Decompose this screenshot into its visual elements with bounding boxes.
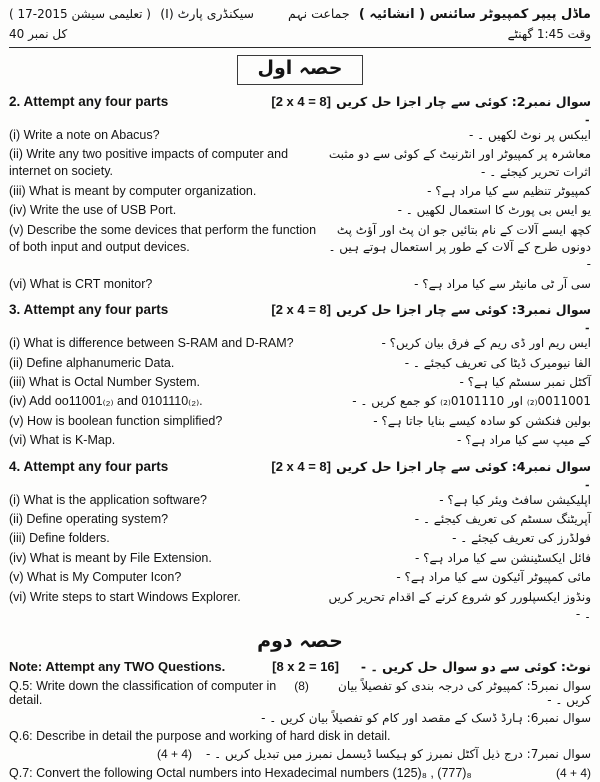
item-text-en: (v) How is boolean function simplified? [9,413,223,428]
q7-text-en: Q.7: Convert the following Octal numbers into Hexadecimal numbers (125)₈ , (777)₈ [9,766,472,781]
item-text-en: (v) What is My Computer Icon? [9,570,182,585]
question-item-row [9,589,591,624]
item-text-ur: آکٹل نمبر سسٹم کیا ہے؟ - [459,375,591,390]
question-item-row [9,569,591,586]
section-q2-title-ur: سوال نمبر2: کوئی سے چار اجزا حل کریں ۔ [336,93,591,124]
question-item-row [9,127,591,144]
q5-row [9,679,591,707]
section-q2-header [9,94,591,124]
part1-heading [9,55,591,85]
item-text-ur: معاشرہ پر کمپیوٹر اور انٹرنیٹ کے کوئی سے دو مثبت اثرات تحریر کیجئے ۔ - [328,147,591,179]
q6-text-ur: سوال نمبر6: ہارڈ ڈسک کے مقصد اور کام کو تفصیلاً بیان کریں ۔ - [261,711,591,726]
item-text-ur: کے میپ سے کیا مراد ہے؟ - [456,433,591,448]
section-q4-header [9,459,591,489]
item-text-en: (iii) What is Octal Number System. [9,375,201,390]
part2-heading [9,630,591,654]
question-item-row [9,413,591,430]
item-text-en: (ii) Define operating system? [9,512,169,526]
session-label: ( تعلیمی سیشن 2015-17 ) [9,7,151,21]
item-text-ur: کمپیوٹر تنظیم سے کیا مراد ہے؟ - [427,183,591,198]
note-text-en: Note: Attempt any TWO Questions. [9,659,226,675]
question-item-row [9,335,591,352]
question-item-row [9,550,591,567]
section-q3-title-en: 3. Attempt any four parts [9,302,169,318]
paper-title: ماڈل پیپر کمپیوٹر سائنس ( انشائیہ ) [358,7,591,22]
question-item-row [9,146,591,181]
item-text-ur: ونڈوز ایکسپلورر کو شروع کرنے کے اقدام تحریر کریں ۔ - [328,589,591,621]
note-marks: [8 x 2 = 16] [272,659,339,675]
question-item-row [9,355,591,372]
item-text-en: (i) What is difference between S-RAM and D-RAM? [9,336,294,351]
question-item-row [9,530,591,547]
part2-heading-text: حصہ دوم [257,630,343,653]
q7-english-row [9,766,591,780]
class-part-label: سیکنڈری پارٹ (I) [160,6,255,21]
section-q2-title-en: 2. Attempt any four parts [9,93,169,109]
item-text-ur: بولین فنکشن کو سادہ کیسے بنایا جاتا ہے؟ - [373,413,591,428]
q5-text-ur: سوال نمبر5: کمپیوٹر کی درجہ بندی کو تفصیلاً بیان کریں ۔ - [338,679,591,708]
paper-header-row1 [9,6,591,22]
item-text-en: (ii) Write any two positive impacts of computer and internet on society. [9,147,289,179]
question-item-row [9,222,591,274]
header-divider [9,47,591,48]
q7-text-ur: سوال نمبر7: درج ذیل آکٹل نمبرز کو ہیکسا ڈیسمل نمبرز میں تبدیل کریں ۔ - [206,747,591,762]
question-item-row [9,183,591,200]
item-text-en: (vi) Write steps to start Windows Explorer. [9,589,241,604]
q5-marks: (8) [294,679,309,694]
item-text-ur: کچھ ایسے آلات کے نام بتائیں جو ان پٹ اور آؤٹ پٹ دونوں طرح کے آلات کے طور پر استعمال ہوتے ہیں ۔ - [328,222,591,272]
class-title [160,6,349,21]
section-q4-marks: [2 x 4 = 8] [271,458,331,474]
question-item-row [9,202,591,219]
item-text-ur: مائی کمپیوٹر آئیکون سے کیا مراد ہے؟ - [396,570,591,585]
item-text-en: (vi) What is CRT monitor? [9,276,153,291]
item-text-en: (i) What is the application software? [9,492,208,507]
item-text-ur: ایس ریم اور ڈی ریم کے فرق بیان کریں؟ - [381,336,591,351]
item-text-ur: اپلیکیشن سافٹ ویئر کیا ہے؟ - [439,492,591,507]
item-text-en: (vi) What is K-Map. [9,433,116,448]
note-text-ur: نوٹ: کوئی سے دو سوال حل کریں ۔ - [360,659,591,675]
item-text-ur: فولڈرز کی تعریف کیجئے ۔ - [452,531,591,546]
q5-text-en: Q.5: Write down the classification of computer in detail. [9,679,277,708]
item-text-ur: فائل ایکسٹینشن سے کیا مراد ہے؟ - [415,550,591,565]
q7-marks-en: (4 + 4) [555,766,591,781]
item-text-en: (iii) What is meant by computer organization. [9,183,257,198]
section-q4-title-ur: سوال نمبر4: کوئی سے چار اجزا حل کریں ۔ [336,458,591,489]
item-text-ur: آپریٹنگ سسٹم کی تعریف کیجئے ۔ - [414,512,591,526]
total-marks-label: کل نمبر 40 [9,27,68,41]
question-item-row [9,276,591,293]
item-text-en: (ii) Define alphanumeric Data. [9,355,175,370]
item-text-en: (i) Write a note on Abacus? [9,127,160,142]
item-text-ur: سی آر ٹی مانیٹر سے کیا مراد ہے؟ - [414,276,591,291]
section-q2 [9,94,591,294]
item-text-en: (iv) Add oo11001₍₂₎ and 0101110₍₂₎. [9,394,203,409]
time-label: وقت 1:45 گھنٹے [507,27,591,41]
section-q4-title-en: 4. Attempt any four parts [9,458,169,474]
item-text-ur: الفا نیومیرک ڈیٹا کی تعریف کیجئے ۔ - [404,355,591,370]
item-text-en: (iv) What is meant by File Extension. [9,550,212,565]
item-text-ur: ایبکس پر نوٹ لکھیں ۔ - [468,127,591,142]
section-q3-title-ur: سوال نمبر3: کوئی سے چار اجزا حل کریں ۔ [336,302,591,333]
question-item-row [9,492,591,509]
question-item-row [9,511,591,528]
section-q3 [9,302,591,449]
question-item-row [9,393,591,410]
item-text-ur: یو ایس بی پورٹ کا استعمال لکھیں ۔ - [397,203,591,218]
question-item-row [9,432,591,449]
section-q3-marks: [2 x 4 = 8] [271,302,331,318]
class-grade-label: جماعت نہم [288,6,350,21]
note-row [9,659,591,674]
section-q3-header [9,302,591,332]
part1-heading-text: حصہ اول [237,55,364,85]
section-q4 [9,459,591,624]
q6-text-en: Q.6: Describe in detail the purpose and working of hard disk in detail. [9,729,391,744]
section-q2-marks: [2 x 4 = 8] [271,93,331,109]
question-item-row [9,374,591,391]
item-text-ur: 0011001₍₂₎ اور 0101110₍₂₎ کو جمع کریں ۔ - [352,394,591,409]
item-text-en: (v) Describe the some devices that perform the function of both input and output devices. [9,222,317,254]
item-text-en: (iii) Define folders. [9,531,110,546]
q7-urdu-row [9,747,591,761]
item-text-en: (iv) Write the use of USB Port. [9,203,177,218]
q7-marks-ur: (4 + 4) [157,747,193,762]
paper-header-row2 [9,27,591,41]
